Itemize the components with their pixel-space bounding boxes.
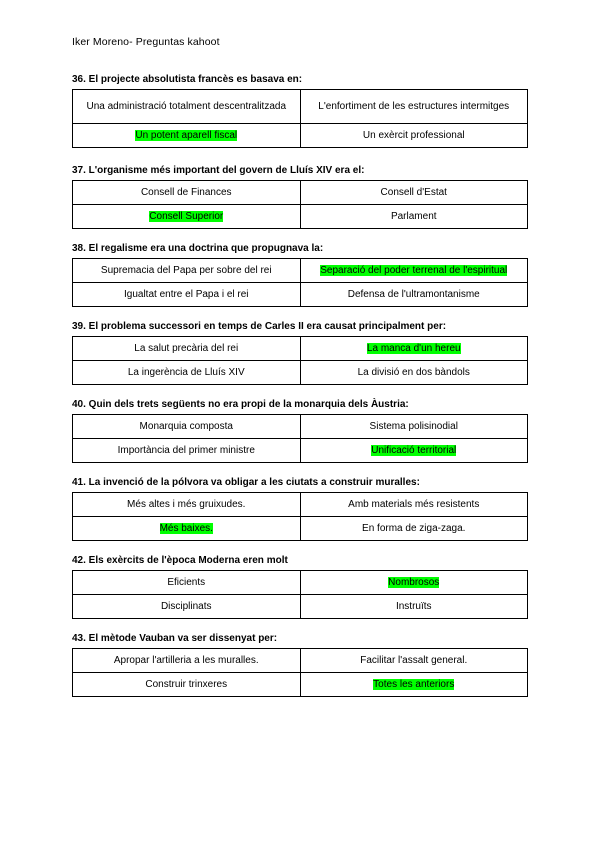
question-block [72,243,528,307]
options-row [73,649,528,673]
question-block [72,633,528,697]
answer-option-cell [73,181,301,205]
answer-options-table [72,258,528,307]
answer-option-cell [73,649,301,673]
answer-options-table [72,336,528,385]
answer-option-cell [300,283,528,307]
options-row [73,595,528,619]
answer-option-cell [300,205,528,229]
answer-option-cell [73,361,301,385]
question-title: 42. Els exèrcits de l'època Moderna eren molt [72,555,288,566]
answer-text: Consell de Finances [140,186,232,198]
question-title: 37. L'organisme més important del govern de Lluís XIV era el: [72,165,365,176]
answer-text: Eficients [167,576,206,588]
document-header: Iker Moreno- Preguntas kahoot [72,36,220,48]
answer-option-cell [73,517,301,541]
answer-option-cell [73,337,301,361]
answer-option-cell [73,673,301,697]
answer-text: Supremacia del Papa per sobre del rei [100,264,272,276]
answer-text: La salut precària del rei [134,342,239,354]
question-block [72,165,528,229]
answer-option-cell [73,595,301,619]
answer-options-table [72,89,528,148]
options-row [73,283,528,307]
options-row [73,673,528,697]
answer-text: Facilitar l'assalt general. [360,654,468,666]
correct-answer-text: Més baixes. [159,522,213,534]
answer-text: Importància del primer ministre [117,444,255,456]
question-title: 41. La invenció de la pólvora va obligar a les ciutats a construir muralles: [72,477,420,488]
answer-option-cell [73,259,301,283]
answer-option-cell [300,439,528,463]
question-title: 36. El projecte absolutista francès es basava en: [72,74,303,85]
answer-options-table [72,180,528,229]
answer-text: Amb materials més resistents [348,498,480,510]
answer-text: Un exèrcit professional [362,129,465,141]
answer-text: Instruïts [395,600,432,612]
options-row [73,259,528,283]
correct-answer-text: Nombrosos [388,576,440,588]
answer-options-table [72,648,528,697]
answer-option-cell [300,649,528,673]
answer-text: Parlament [390,210,437,222]
question-title: 38. El regalisme era una doctrina que propugnava la: [72,243,324,254]
answer-option-cell [300,124,528,148]
answer-option-cell [73,571,301,595]
answer-option-cell [73,124,301,148]
answer-text: L'enfortiment de les estructures intermitges [318,100,510,112]
answer-text: Apropar l'artilleria a les muralles. [113,654,259,666]
answer-text: Defensa de l'ultramontanisme [347,288,480,300]
answer-text: Una administració totalment descentralitzada [86,100,287,112]
answer-options-table [72,570,528,619]
answer-option-cell [73,205,301,229]
options-row [73,205,528,229]
options-row [73,571,528,595]
answer-option-cell [300,517,528,541]
answer-option-cell [73,283,301,307]
answer-option-cell [300,90,528,124]
options-row [73,493,528,517]
options-row [73,361,528,385]
options-row [73,517,528,541]
answer-text: En forma de ziga-zaga. [362,522,466,534]
answer-option-cell [300,493,528,517]
question-title: 40. Quin dels trets següents no era propi de la monarquia dels Àustria: [72,399,409,410]
correct-answer-text: Totes les anteriors [373,678,455,690]
answer-text: La ingerència de Lluís XIV [127,366,245,378]
options-row [73,439,528,463]
answer-option-cell [300,361,528,385]
answer-option-cell [73,493,301,517]
answer-text: Construir trinxeres [145,678,228,690]
answer-option-cell [300,595,528,619]
answer-text: Monarquia composta [139,420,233,432]
correct-answer-text: Unificació territorial [371,444,457,456]
answer-option-cell [73,415,301,439]
answer-option-cell [300,673,528,697]
answer-option-cell [73,90,301,124]
options-row [73,337,528,361]
question-title: 39. El problema successori en temps de Carles II era causat principalment per: [72,321,447,332]
answer-text: Igualtat entre el Papa i el rei [123,288,249,300]
answer-option-cell [300,415,528,439]
options-row [73,90,528,124]
answer-text: Consell d'Estat [380,186,447,198]
answer-options-table [72,414,528,463]
answer-option-cell [300,259,528,283]
answer-option-cell [300,181,528,205]
answer-options-table [72,492,528,541]
answer-text: Disciplinats [160,600,212,612]
question-block [72,74,528,148]
options-row [73,181,528,205]
correct-answer-text: La manca d'un hereu [366,342,461,354]
question-block [72,399,528,463]
correct-answer-text: Separació del poder terrenal de l'espiritual [320,264,508,276]
question-block [72,477,528,541]
answer-text: La divisió en dos bàndols [357,366,470,378]
options-row [73,415,528,439]
options-row [73,124,528,148]
question-block [72,555,528,619]
answer-option-cell [73,439,301,463]
correct-answer-text: Un potent aparell fiscal [135,129,238,141]
answer-option-cell [300,571,528,595]
question-title: 43. El mètode Vauban va ser dissenyat per: [72,633,278,644]
answer-text: Més altes i més gruixudes. [127,498,246,510]
correct-answer-text: Consell Superior [149,210,224,222]
answer-option-cell [300,337,528,361]
answer-text: Sistema polisinodial [369,420,458,432]
question-block [72,321,528,385]
